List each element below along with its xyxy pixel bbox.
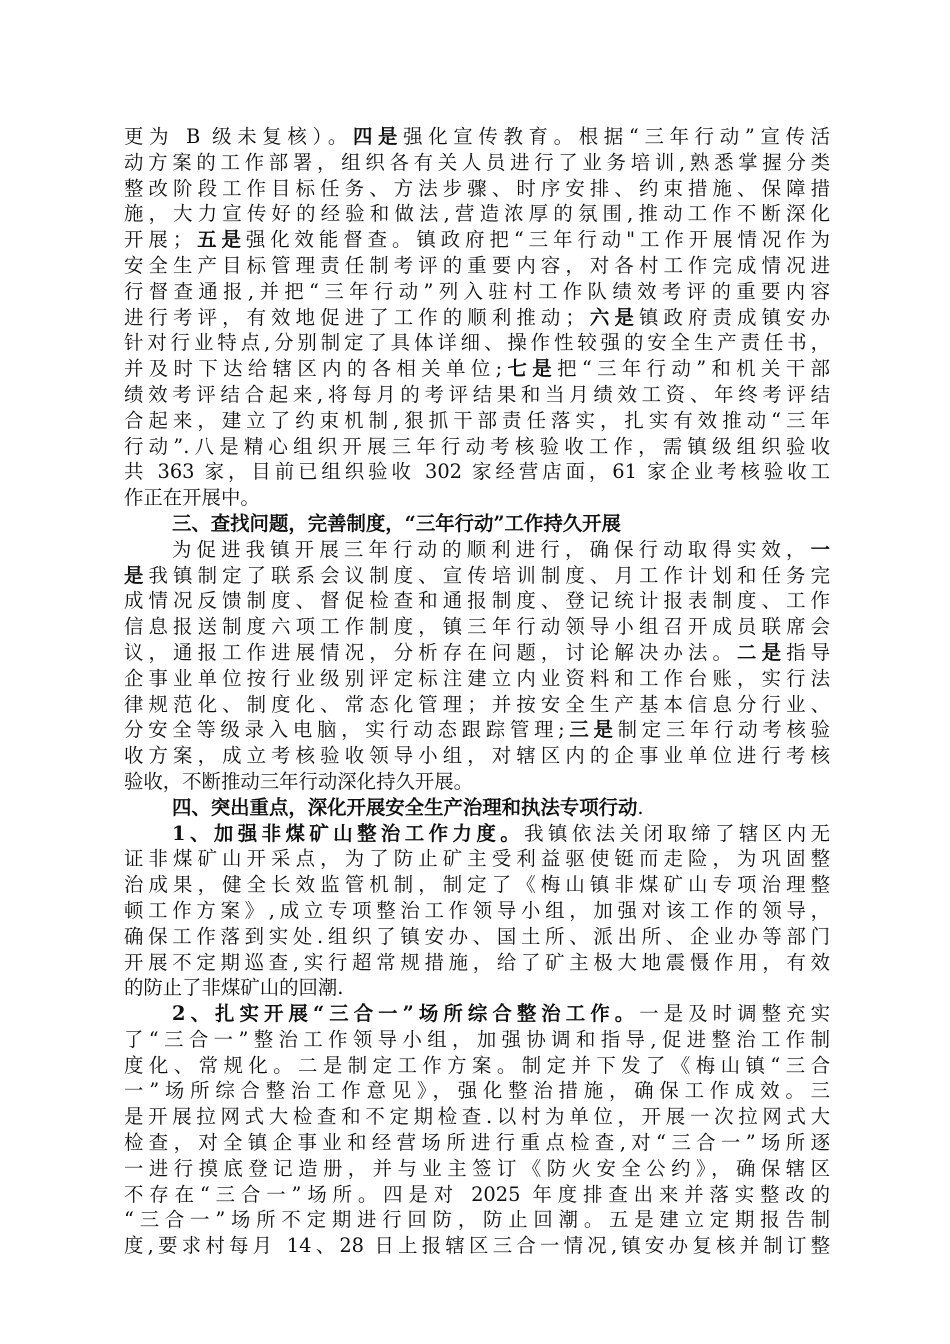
text-run: 制定三年行动考核验 (617, 718, 830, 742)
text-run: 强化宣传教育。根据“三年行动”宣传活 (403, 125, 830, 148)
text-run: 针对行业特点,分别制定了具体详细、操作性较强的安全生产责任书， (124, 331, 830, 355)
text-run: 企事业单位按行业级别评定标注建立内业资料和工作台账，实行法 (124, 666, 830, 690)
text-line (124, 356, 830, 382)
text-line (124, 485, 830, 511)
text-line (124, 279, 830, 305)
text-line (124, 227, 830, 253)
text-run: 作正在开展中。 (124, 486, 260, 510)
text-run: 检查，对全镇企事业和经营场所进行重点检查,对“三合一”场所逐 (124, 1131, 830, 1155)
text-run: 开展； (124, 228, 193, 252)
text-line (124, 692, 830, 718)
text-line (124, 769, 830, 795)
text-line (124, 975, 830, 1001)
bold-text: 七是 (502, 357, 558, 381)
text-line (124, 253, 830, 279)
text-run: 律规范化、制度化、常态化管理；并按安全生产基本信息分行业、 (124, 692, 830, 716)
text-run: 证非煤矿山开采点，为了防止矿主受利益驱使铤而走险，为巩固整 (124, 847, 830, 871)
document-body (124, 124, 830, 1259)
text-run: 了“三合一”整治工作领导小组，加强协调和指导,促进整治工作制 (124, 1027, 830, 1051)
text-line (124, 872, 830, 898)
text-run: 整改阶段工作目标任务、方法步骤、时序安排、约束措施、保障措 (124, 176, 830, 200)
text-line (124, 201, 830, 227)
text-line (124, 1053, 830, 1079)
text-run: “三合一”场所不定期进行回防，防止回潮。五是建立定期报告制 (124, 1208, 830, 1232)
text-line (124, 537, 830, 563)
text-run: . (637, 795, 644, 819)
text-run: 是开展拉网式大检查和不定期检查.以村为单位，开展一次拉网式大 (124, 1105, 830, 1129)
text-run: 度,要求村每月 14、28 日上报辖区三合一情况,镇安办复核并制订整 (124, 1234, 830, 1258)
text-line (124, 1182, 830, 1208)
text-run: 顿工作方案》,成立专项整治工作领导小组，加强对该工作的领导， (124, 898, 830, 922)
text-line (124, 382, 830, 408)
text-line (124, 1001, 830, 1027)
text-run: 行督查通报,并把“三年行动”列入驻村工作队绩效考评的重要内容 (124, 279, 830, 303)
bold-text: 一 (810, 537, 830, 561)
text-line (124, 924, 830, 950)
text-line (124, 176, 830, 202)
text-run: 成情况反馈制度、督促检查和通报制度、登记统计报表制度、工作 (124, 589, 830, 613)
text-line (124, 743, 830, 769)
text-line (124, 1233, 830, 1259)
text-run: 分安全等级录入电脑，实行动态跟踪管理; (124, 718, 565, 742)
text-line (124, 666, 830, 692)
bold-text: 2、扎实开展“三合一”场所综合整治工作。 (172, 1002, 640, 1026)
text-run: 治成果，健全长效监管机制，制定了《梅山镇非煤矿山专项治理整 (124, 873, 830, 897)
text-line (124, 614, 830, 640)
bold-text: 是 (124, 563, 149, 587)
bold-text: 四是 (352, 125, 404, 148)
text-run: 一进行摸底登记造册，并与业主签订《防火安全公约》，确保辖区 (124, 1156, 830, 1180)
text-line (124, 408, 830, 434)
text-run: 开展不定期巡查,实行超常规措施，给了矿主极大地震慑作用，有效 (124, 950, 830, 974)
text-line (124, 305, 830, 331)
text-run: 共 363 家，目前已组织验收 302 家经营店面，61 家企业考核验收工 (124, 460, 830, 484)
text-run: 进行考评，有效地促进了工作的顺利推动； (124, 305, 585, 329)
text-run: 一是及时调整充实 (639, 1002, 830, 1026)
text-line (124, 124, 830, 150)
bold-text: 三是 (564, 718, 618, 742)
text-line (124, 434, 830, 460)
text-run: 议，通报工作进展情况，分析存在问题，讨论解决办法。 (124, 640, 738, 664)
bold-text: 1、加强非煤矿山整治工作力度。 (172, 821, 525, 845)
bold-text: 四、突出重点，深化开展安全生产治理和执法专项行动 (172, 795, 638, 819)
text-run: 不存在“三合一”场所。四是对 2025 年度排查出来并落实整改的 (124, 1182, 830, 1206)
text-line (124, 821, 830, 847)
text-line (124, 1104, 830, 1130)
text-line (124, 563, 830, 589)
text-line (124, 330, 830, 356)
text-line (124, 1078, 830, 1104)
section-heading (124, 795, 830, 821)
text-line (124, 1156, 830, 1182)
text-line (124, 150, 830, 176)
text-run: 把“三年行动”和机关干部 (557, 357, 830, 381)
bold-text: 五是 (192, 228, 246, 252)
text-run: 镇政府责成镇安办 (638, 305, 830, 329)
text-line (124, 717, 830, 743)
section-heading (124, 511, 830, 537)
bold-text: 二是 (737, 640, 787, 664)
text-run: 我镇制定了联系会议制度、宣传培训制度、月工作计划和任务完 (148, 563, 830, 587)
text-line (124, 1130, 830, 1156)
text-run: 收方案，成立考核验收领导小组，对辖区内的企事业单位进行考核 (124, 744, 830, 768)
text-run: 度化、常规化。二是制定工作方案。制定并下发了《梅山镇“三合 (124, 1053, 830, 1077)
text-run: 我镇依法关闭取缔了辖区内无 (524, 821, 830, 845)
text-run: 为促进我镇开展三年行动的顺利进行，确保行动取得实效， (172, 537, 811, 561)
bold-text: 六是 (584, 305, 639, 329)
text-line (124, 640, 830, 666)
text-run: 合起来，建立了约束机制,狠抓干部责任落实，扎实有效推动“三年 (124, 408, 830, 432)
text-run: 绩效考评结合起来,将每月的考评结果和当月绩效工资、年终考评结 (124, 382, 830, 406)
text-run: 一”场所综合整治工作意见》，强化整治措施，确保工作成效。三 (124, 1079, 830, 1103)
text-run: 强化效能督查。镇政府把“三年行动"工作开展情况作为 (245, 228, 830, 252)
text-line (124, 1027, 830, 1053)
text-run: 的防止了非煤矿山的回潮. (124, 976, 344, 1000)
text-run: 并及时下达给辖区内的各相关单位; (124, 357, 503, 381)
text-line (124, 898, 830, 924)
text-run: 行动”.八是精心组织开展三年行动考核验收工作，需镇级组织验收 (124, 434, 830, 458)
text-run: 安全生产目标管理责任制考评的重要内容，对各村工作完成情况进 (124, 253, 830, 277)
text-run: 指导 (786, 640, 830, 664)
text-line (124, 588, 830, 614)
bold-text: 三、查找问题，完善制度，“三年行动”工作持久开展 (172, 511, 621, 535)
text-run: 验收，不断推动三年行动深化持久开展。 (124, 769, 474, 793)
text-line (124, 1207, 830, 1233)
text-run: 确保工作落到实处.组织了镇安办、国土所、派出所、企业办等部门 (124, 924, 830, 948)
text-run: 动方案的工作部署，组织各有关人员进行了业务培训,熟悉掌握分类 (124, 150, 830, 174)
text-run: 信息报送制度六项工作制度，镇三年行动领导小组召开成员联席会 (124, 615, 830, 639)
text-line (124, 846, 830, 872)
text-line (124, 950, 830, 976)
text-run: 施，大力宣传好的经验和做法,营造浓厚的氛围,推动工作不断深化 (124, 202, 830, 226)
text-run: 更为 B 级未复核）。 (124, 125, 353, 148)
text-line (124, 459, 830, 485)
